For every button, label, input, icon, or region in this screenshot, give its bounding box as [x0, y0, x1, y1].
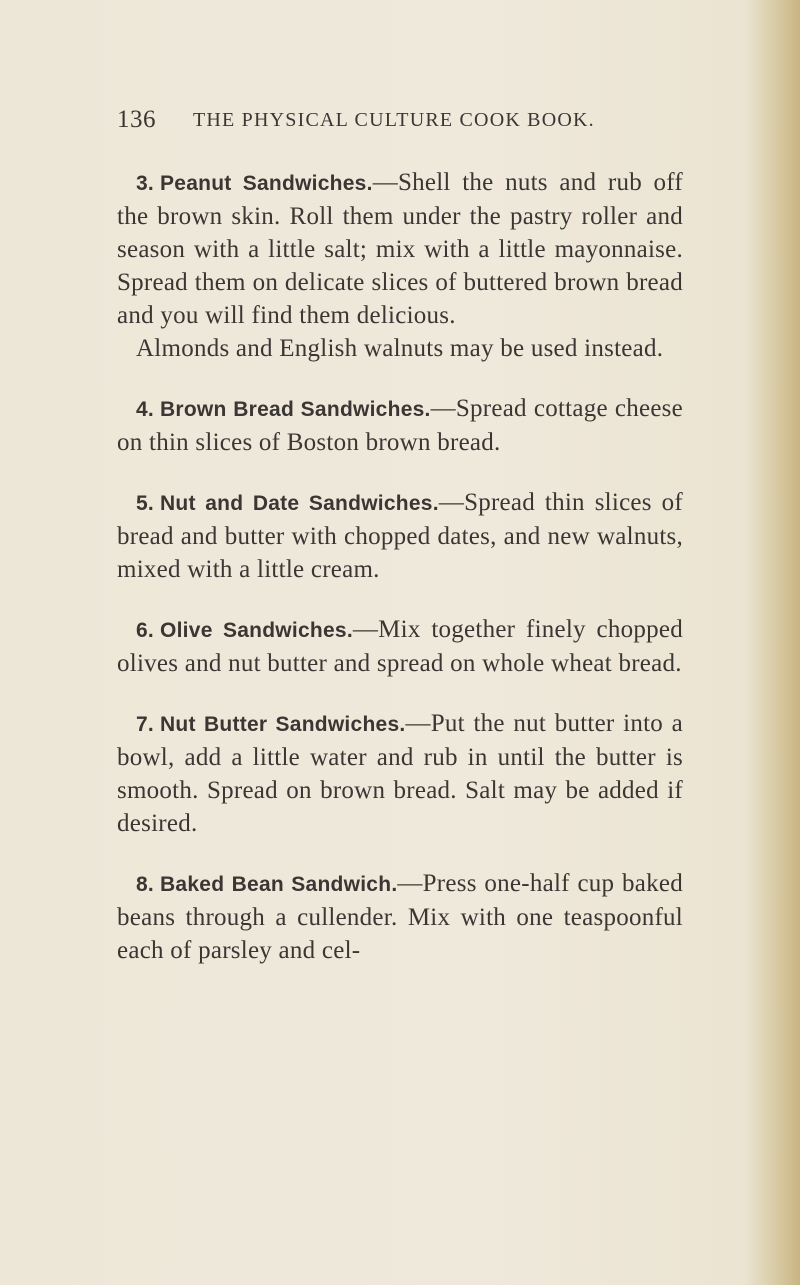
recipe-text: —Spread cottage cheese on thin slices of Boston brown bread.: [117, 395, 683, 456]
recipe-paragraph: [117, 707, 683, 840]
recipe-number: 4.: [136, 398, 155, 421]
page-number: 136: [117, 106, 156, 133]
recipe-text: —Put the nut butter into a bowl, add a little water and rub in until the butter is smooth. Spread on brown bread. Salt may be added if desired.: [117, 710, 683, 837]
recipe-paragraph: [117, 392, 683, 459]
recipe-text: —Spread thin slices of bread and butter with chopped dates, and new walnuts, mixed with a little cream.: [117, 489, 683, 583]
recipe-title: Nut and Date Sandwiches.: [160, 492, 439, 515]
recipe-olive-sandwiches: [117, 613, 683, 680]
recipe-number: 7.: [136, 713, 155, 736]
recipe-paragraph: [117, 613, 683, 680]
recipe-baked-bean-sandwich: [117, 867, 683, 967]
recipe-title: Brown Bread Sandwiches.: [160, 398, 431, 421]
recipe-title: Peanut Sandwiches.: [160, 172, 373, 195]
recipe-paragraph: [117, 166, 683, 332]
page-header: [117, 106, 637, 140]
recipe-number: 8.: [136, 873, 155, 896]
recipe-title: Olive Sandwiches.: [160, 619, 353, 642]
recipe-text: —Mix together finely chopped olives and nut butter and spread on whole wheat bread.: [117, 616, 683, 677]
recipe-text: —Shell the nuts and rub off the brown skin. Roll them under the pastry roller and season with a little salt; mix with a little mayonnaise. Spread them on delicate slices of buttered brown bread and you will find them delicious.: [117, 169, 684, 329]
page-body: [117, 166, 683, 994]
recipe-paragraph: [117, 486, 683, 586]
recipe-title: Nut Butter Sandwiches.: [160, 713, 406, 736]
recipe-nut-butter-sandwiches: [117, 707, 683, 840]
recipe-note: Almonds and English walnuts may be used instead.: [136, 335, 664, 362]
recipe-text: —Press one-half cup baked beans through a cullender. Mix with one teaspoonful each of parsley and cel-: [117, 870, 683, 964]
recipe-paragraph: [117, 867, 683, 967]
recipe-title: Baked Bean Sandwich.: [160, 873, 398, 896]
running-head: THE PHYSICAL CULTURE COOK BOOK.: [193, 109, 595, 131]
recipe-peanut-sandwiches: [117, 166, 683, 365]
recipe-number: 5.: [136, 492, 155, 515]
recipe-brown-bread-sandwiches: [117, 392, 683, 459]
recipe-number: 3.: [136, 172, 155, 195]
recipe-nut-and-date-sandwiches: [117, 486, 683, 586]
recipe-number: 6.: [136, 619, 155, 642]
